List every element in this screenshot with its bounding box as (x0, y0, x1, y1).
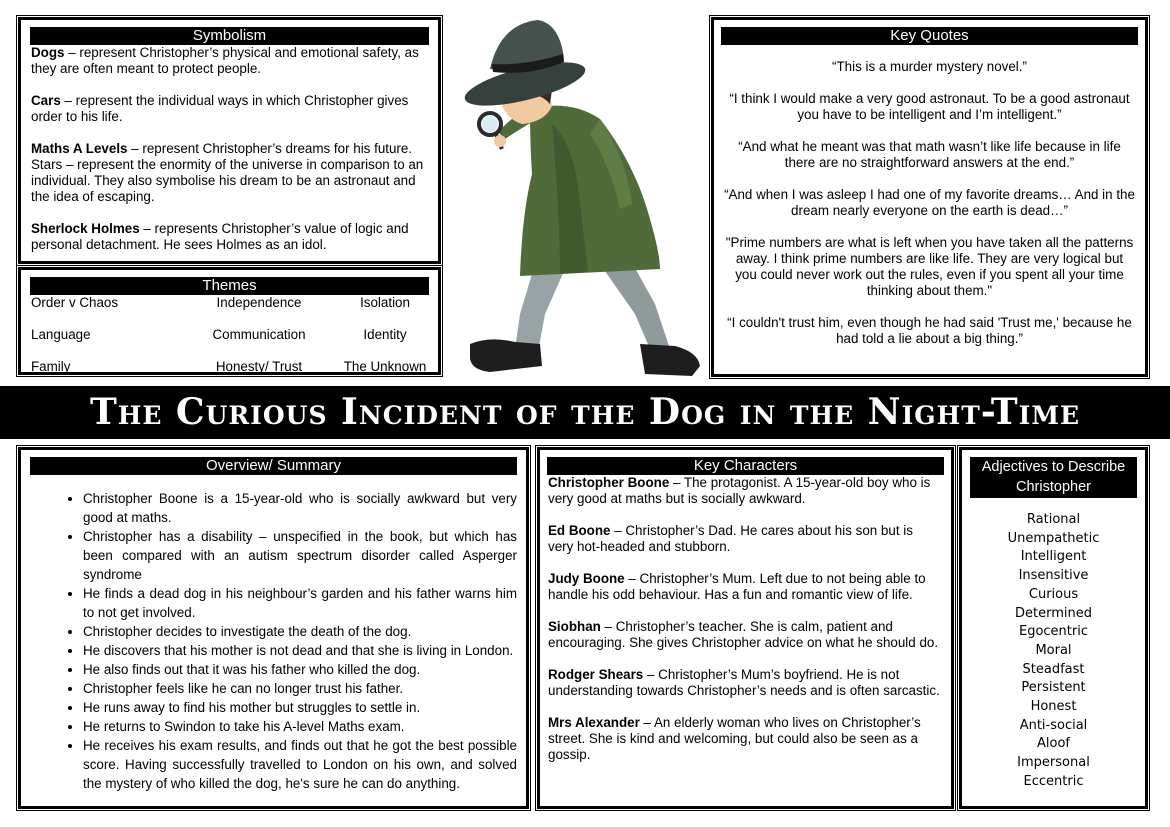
character-description: – An elderly woman who lives on Christopher’s street. She is kind and welcoming, but could also be seen as a gossip. (548, 715, 921, 762)
symbolism-term: Cars (31, 93, 61, 108)
character-name: Rodger Shears (548, 667, 644, 682)
adjective-item: Egocentric (1018, 624, 1088, 640)
symbolism-text: – represents Christopher’s value of logic and personal detachment. He sees Holmes as an idol. (31, 221, 409, 252)
character-description: – Christopher’s teacher. She is calm, patient and encouraging. She gives Christopher advice on what he should do. (548, 619, 939, 650)
adjective-item: Anti-social (1019, 717, 1088, 733)
page-title: The Curious Incident of the Dog in the Night-Time (0, 386, 1170, 439)
character-item (548, 667, 941, 699)
character-item (548, 619, 941, 651)
adjective-item: Impersonal (1017, 755, 1090, 771)
overview-item: • He returns to Swindon to take his A-level Maths exam. (83, 717, 517, 736)
overview-item: • He also finds out that it was his father who killed the dog. (83, 660, 517, 679)
adjective-item: Moral (1035, 642, 1072, 658)
symbolism-text: – represent the individual ways in which Christopher gives order to his life. (31, 93, 409, 124)
quotes-list (714, 45, 1145, 347)
key-quotes-heading: Key Quotes (721, 27, 1138, 45)
key-characters-panel (537, 447, 954, 809)
overview-item: • Christopher feels like he can no longer trust his father. (83, 679, 517, 698)
character-item (548, 475, 941, 507)
adjective-item: Aloof (1037, 736, 1070, 752)
symbolism-term: Dogs (31, 45, 65, 60)
symbolism-text: – represent Christopher’s dreams for his future. Stars – represent the enormity of the universe in comparison to an individual. They also symbolise his dream to be an astronaut and the idea of escaping. (31, 141, 424, 204)
symbolism-item (31, 45, 429, 77)
symbolism-term: Maths A Levels (31, 141, 128, 156)
overview-list (21, 489, 517, 793)
adjectives-panel (959, 447, 1148, 809)
character-name: Christopher Boone (548, 475, 670, 490)
symbolism-heading: Symbolism (30, 27, 429, 45)
character-name: Ed Boone (548, 523, 611, 538)
overview-item: • He discovers that his mother is not dead and that she is living in London. (83, 641, 517, 660)
symbolism-item (31, 93, 429, 125)
overview-item: • He runs away to find his mother but struggles to settle in. (83, 698, 517, 717)
themes-grid (31, 295, 438, 375)
theme-item: Independence (216, 295, 302, 310)
character-name: Judy Boone (548, 571, 625, 586)
theme-item: Order v Chaos (31, 295, 119, 310)
theme-item: Honesty/ Trust (215, 359, 303, 374)
character-description: – Christopher’s Dad. He cares about his son but is very hot-headed and stubborn. (548, 523, 913, 554)
symbolism-list (21, 45, 438, 253)
adjectives-heading: Adjectives to Describe Christopher (970, 457, 1137, 498)
adjectives-list (962, 511, 1145, 792)
overview-panel (18, 447, 529, 809)
adjective-item: Determined (1015, 605, 1092, 621)
symbolism-item (31, 141, 429, 205)
overview-item: • He receives his exam results, and finds out that he got the best possible score. Having successfully travelled to London on his own, and solved the mystery of who killed the dog, he's sure he can do anything. (83, 736, 517, 793)
adjective-item: Rational (1026, 512, 1081, 527)
character-description: – Christopher’s Mum. Left due to not being able to handle his odd behaviour. Has a fun and romantic view of life. (548, 571, 926, 602)
themes-panel (18, 267, 441, 375)
character-description: – Christopher’s Mum’s boyfriend. He is not understanding towards Christopher’s needs and is often sarcastic. (548, 667, 940, 698)
character-description: – The protagonist. A 15-year-old boy who is very good at maths but is socially awkward. (548, 475, 931, 506)
theme-item: Isolation (360, 295, 410, 310)
themes-heading: Themes (30, 277, 429, 295)
adjective-item: Persistent (1021, 680, 1086, 696)
adjective-item: Honest (1030, 699, 1077, 715)
quote-item: “I think I would make a very good astronaut. To be a good astronaut you have to be intelligent and I’m intelligent.” (729, 91, 1130, 122)
character-item (548, 715, 941, 763)
theme-item: Family (31, 359, 71, 374)
quote-item: “This is a murder mystery novel.” (832, 59, 1027, 74)
adjective-item: Curious (1028, 586, 1079, 602)
quote-item: "Prime numbers are what is left when you have taken all the patterns away. I think prime numbers are like life. They are very logical but you could never work out the rules, even if you spent all your time thinking about them." (725, 235, 1134, 298)
theme-item: Identity (363, 327, 407, 342)
symbolism-text: – represent Christopher’s physical and emotional safety, as they are often meant to protect people. (31, 45, 419, 76)
theme-item: Language (31, 327, 91, 342)
symbolism-term: Sherlock Holmes (31, 221, 140, 236)
character-item (548, 571, 941, 603)
adjective-item: Intelligent (1020, 549, 1087, 565)
detective-with-magnifying-glass-icon (460, 14, 705, 380)
character-name: Mrs Alexander (548, 715, 640, 730)
adjective-item: Insensitive (1018, 568, 1089, 584)
adjective-item: Unempathetic (1007, 530, 1100, 546)
characters-list (540, 475, 951, 763)
key-quotes-panel (711, 17, 1148, 377)
overview-heading: Overview/ Summary (30, 457, 517, 475)
adjective-item: Eccentric (1023, 773, 1084, 789)
character-item (548, 523, 941, 555)
adjective-item: Steadfast (1022, 661, 1085, 677)
overview-item: • Christopher has a disability – unspecified in the book, but which has been compared with an autism spectrum disorder called Asperger syndrome (83, 527, 517, 584)
overview-item: • He finds a dead dog in his neighbour’s garden and his father warns him to not get involved. (83, 584, 517, 622)
theme-item: The Unknown (343, 359, 427, 374)
overview-item: • Christopher Boone is a 15-year-old who is socially awkward but very good at maths. (83, 489, 517, 527)
quote-item: “And what he meant was that math wasn’t like life because in life there are no straightforward answers at the end.” (738, 139, 1121, 170)
key-characters-heading: Key Characters (547, 457, 944, 475)
symbolism-item (31, 221, 429, 253)
quote-item: “And when I was asleep I had one of my favorite dreams… And in the dream nearly everyone on the earth is dead…” (724, 187, 1135, 218)
quote-item: “I couldn't trust him, even though he had said 'Trust me,' because he had told a lie about a big thing.” (727, 315, 1132, 346)
character-name: Siobhan (548, 619, 601, 634)
symbolism-panel (18, 17, 441, 264)
theme-item: Communication (212, 327, 306, 342)
overview-item: • Christopher decides to investigate the death of the dog. (83, 622, 517, 641)
